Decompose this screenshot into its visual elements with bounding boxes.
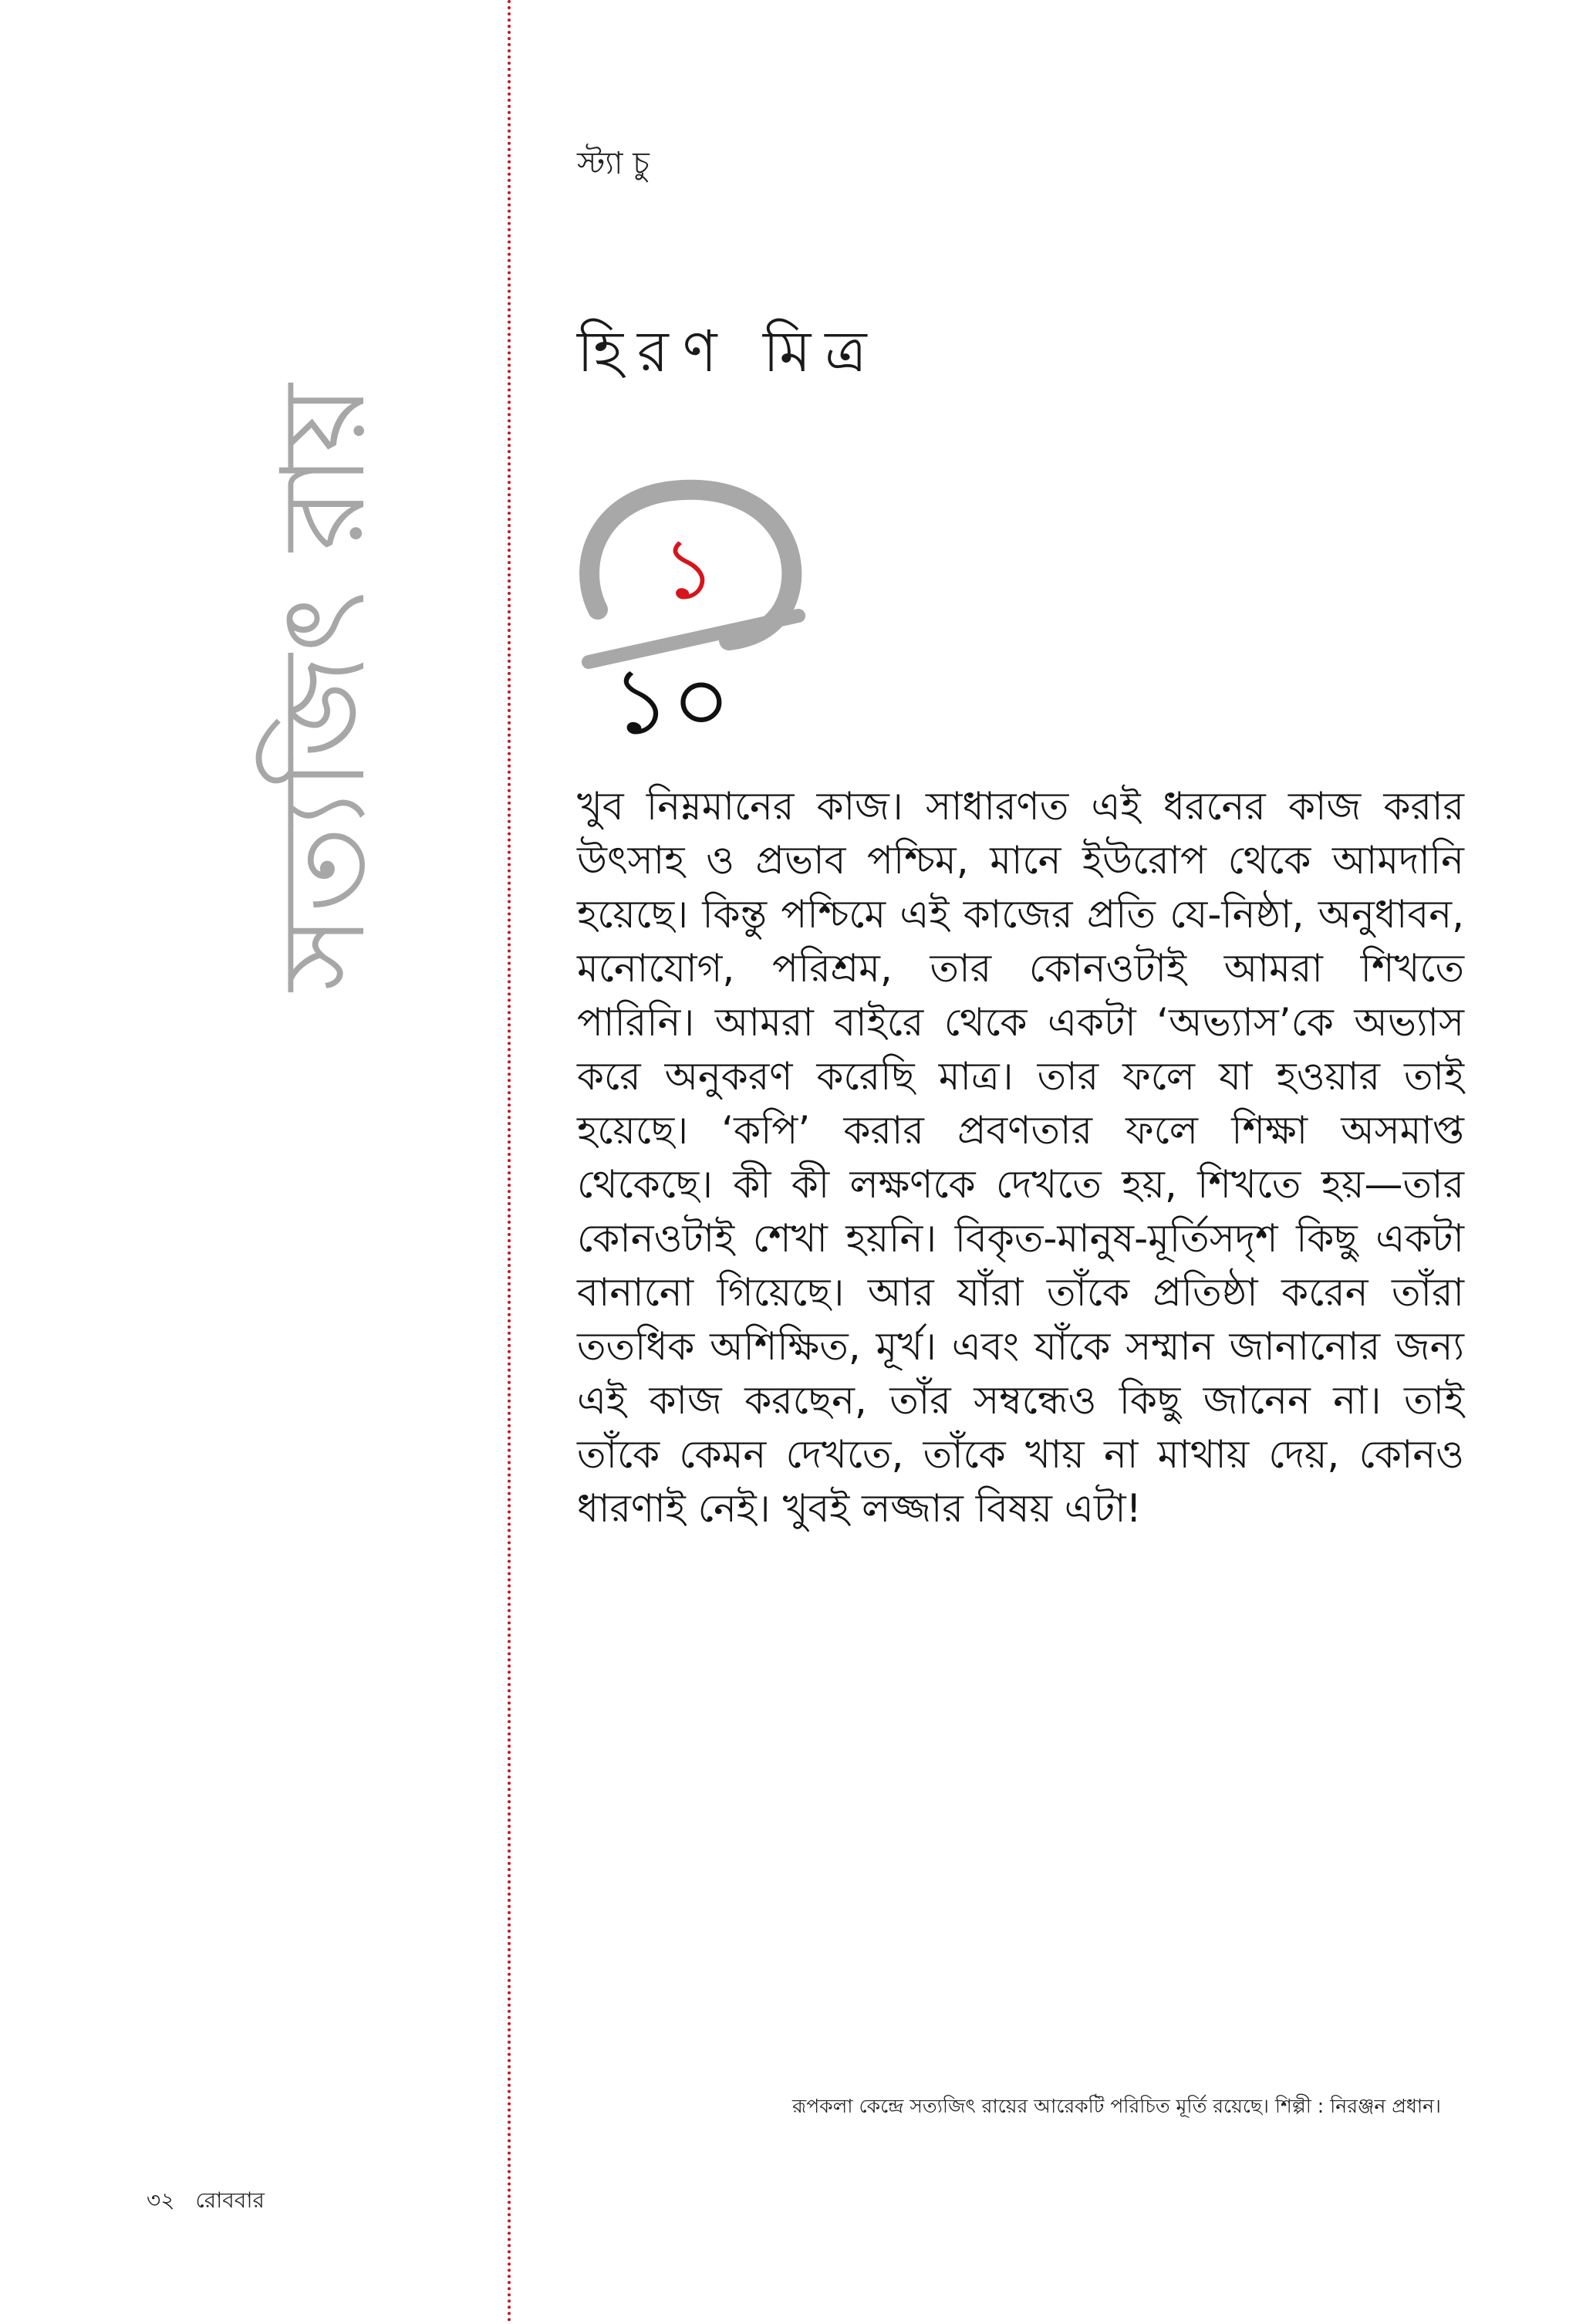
article-body: খুব নিম্নমানের কাজ। সাধারণত এই ধরনের কাজ করার উৎসাহ ও প্রভাব পশ্চিম, মানে ইউরোপ থেকে আমদানি হয়েছে। কিন্তু পশ্চিমে এই কাজের প্রতি যে-নিষ্ঠা, অনুধাবন, মনোযোগ, পরিশ্রম, তার কোনওটাই আমরা শিখতে পারিনি। আমরা বাইরে থেকে একটা ‘অভ্যাস’কে অভ্যাস করে অনুকরণ করেছি মাত্র। তার ফলে যা হওয়ার তাই হয়েছে। ‘কপি’ করার প্রবণতার ফলে শিক্ষা অসমাপ্ত থেকেছে। কী কী লক্ষণকে দেখতে হয়, শিখতে হয়—তার কোনওটাই শেখা হয়নি। বিকৃত-মানুষ-মূর্তিসদৃশ কিছু একটা বানানো গিয়েছে। আর যাঁরা তাঁকে প্রতিষ্ঠা করেন তাঁরা ততধিক অশিক্ষিত, মূর্খ। এবং যাঁকে সম্মান জানানোর জন্য এই কাজ করছেন, তাঁর সম্বন্ধেও কিছু জানেন না। তাই তাঁকে কেমন দেখতে, তাঁকে খায় না মাথায় দেয়, কোনও ধারণাই নেই। খুবই লজ্জার বিষয় এটা! xyxy=(577,784,1464,1531)
fraction-numerator: ১ xyxy=(661,519,717,618)
fraction-rating-graphic xyxy=(567,455,829,748)
dotted-divider xyxy=(508,0,511,2324)
fraction-denominator: ১০ xyxy=(611,648,731,748)
publication-name: রোববার xyxy=(195,2187,265,2213)
photo-caption: রূপকলা কেন্দ্রে সত্যজিৎ রায়ের আরেকটি পরিচিত মূর্তি রয়েছে। শিল্পী : নিরঞ্জন প্রধান। xyxy=(792,2095,1441,2117)
column-kicker: স্ট্যা চু xyxy=(577,146,650,181)
author-name: হিরণ মিত্র xyxy=(577,319,881,385)
section-title: সত্যজিৎ রায় xyxy=(257,382,391,991)
section-title-block xyxy=(255,309,393,1065)
page-number: ৩২ xyxy=(147,2187,175,2213)
page-footer xyxy=(147,2184,265,2220)
